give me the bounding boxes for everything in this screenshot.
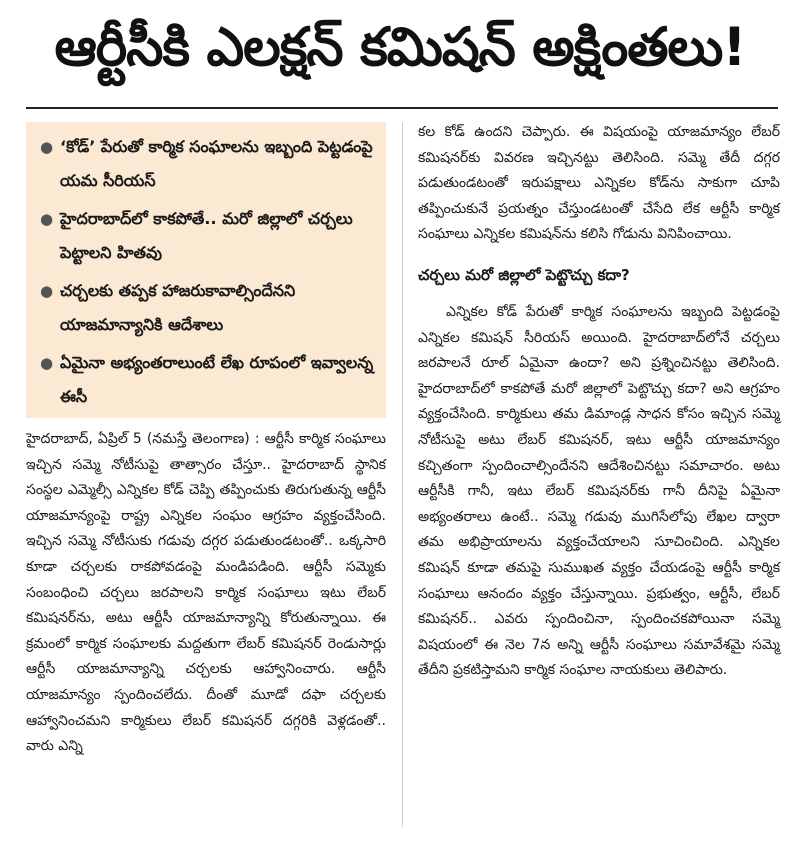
bullet-icon: ●: [40, 138, 54, 156]
highlight-text: ఏమైనా అభ్యంతరాలుంటే లేఖ రూపంలో ఇవ్వాలన్న ఈసీ: [60, 353, 374, 406]
highlight-item: [40, 202, 386, 270]
column-divider: [402, 122, 403, 827]
highlight-text: చర్చలకు తప్పక హాజరుకావాల్సిందేనని యాజమాన్యానికి ఆదేశాలు: [60, 281, 296, 334]
article-subheading: చర్చలు మరో జిల్లాలో పెట్టొచ్చు కదా?: [418, 265, 630, 284]
highlight-item: [40, 346, 386, 414]
highlight-item: [40, 130, 386, 198]
article-paragraph: ఎన్నికల కోడ్ పేరుతో కార్మిక సంఘాలను ఇబ్బంది పెట్టడంపై ఎన్నికల కమిషన్ సీరియస్ అయింది. హైదరాబాద్‌లోనే చర్చలు జరపాలనే రూల్ ఏమైనా ఉందా? అని ప్రశ్నించినట్టు తెలిసింది. హైదరాబాద్‌లో కాకపోతే మరో జిల్లాలో పెట్టొచ్చు కదా? అని ఆగ్రహం వ్యక్తంచేసింది. కార్మికులు తమ డిమాండ్ల సాధన కోసం ఇచ్చిన సమ్మె నోటీసుపై అటు లేబర్ కమిషనర్, ఇటు ఆర్టీసీ యాజమాన్యం కచ్చితంగా స్పందించాల్సిందేనని ఆదేశించినట్టు సమాచారం. అటు ఆర్టీసీకి గానీ, ఇటు లేబర్ కమిషనర్‌కు గానీ దీనిపై ఏమైనా అభ్యంతరాలు ఉంటే.. సమ్మె గడువు ముగిసేలోపు లేఖల ద్వారా తమ అభిప్రాయాలను వ్యక్తంచేయాలని సూచించింది. ఎన్నికల కమిషన్ కూడా తమపై సుముఖత వ్యక్తం చేయడంపై ఆర్టీసీ కార్మిక సంఘాలు ఆనందం వ్యక్తం చేస్తున్నాయి. ప్రభుత్వం, ఆర్టీసీ, లేబర్ కమిషనర్.. ఎవరు స్పందించినా, స్పందించకపోయినా సమ్మె విషయంలో ఈ నెల 7న అన్ని ఆర్టీసీ సంఘాలు సమావేశమై సమ్మె తేదీని ప్రకటిస్తామని కార్మిక సంఘాల నాయకులు తెలిపారు.: [418, 303, 780, 679]
highlight-text: ‘కోడ్’ పేరుతో కార్మిక సంఘాలను ఇబ్బంది పెట్టడంపై యమ సీరియస్: [60, 137, 373, 190]
bullet-icon: ●: [40, 282, 54, 300]
headline-rule: [26, 107, 778, 109]
article-paragraph: కల కోడ్ ఉందని చెప్పారు. ఈ విషయంపై యాజమాన్యం లేబర్ కమిషనర్‌కు వివరణ ఇచ్చినట్టు తెలిసింది. సమ్మె తేదీ దగ్గర పడుతుండటంతో ఇరుపక్షాలు ఎన్నికల కోడ్‌ను సాకుగా చూపి తప్పించుకునే ప్రయత్నం చేస్తుండటంతో చేసేది లేక ఆర్టీసీ కార్మిక సంఘాలు ఎన్నికల కమిషన్‌ను కలిసి గోడును వినిపించాయి.: [418, 124, 780, 243]
highlight-item: [40, 274, 386, 342]
article-column-right: [418, 120, 780, 684]
bullet-icon: ●: [40, 210, 54, 228]
bullet-icon: ●: [40, 354, 54, 372]
article-paragraph: హైదరాబాద్, ఏప్రిల్ 5 (నమస్తే తెలంగాణ) : ఆర్టీసీ కార్మిక సంఘాలు ఇచ్చిన సమ్మె నోటీసుపై తాత్సారం చేస్తూ.. హైదరాబాద్ స్థానిక సంస్థల ఎమ్మెల్సీ ఎన్నికల కోడ్ చెప్పి తప్పించుకు తిరుగుతున్న ఆర్టీసీ యాజమాన్యంపై రాష్ట్ర ఎన్నికల సంఘం ఆగ్రహం వ్యక్తంచేసింది. ఇచ్చిన సమ్మె నోటీసుకు గడువు దగ్గర పడుతుండటంతో.. ఒక్కసారి కూడా చర్చలకు రాకపోవడంపై మండిపడింది. ఆర్టీసీ సమ్మెకు సంబంధించి చర్చలు జరపాలని కార్మిక సంఘాలు ఇటు లేబర్ కమిషనర్‌ను, అటు ఆర్టీసీ యాజమాన్యాన్ని కోరుతున్నాయి. ఈ క్రమంలో కార్మిక సంఘాలకు మద్దతుగా లేబర్ కమిషనర్ రెండుసార్లు ఆర్టీసీ యాజమాన్యాన్ని చర్చలకు ఆహ్వానించారు. ఆర్టీసీ యాజమాన్యం స్పందించలేదు. దీంతో మూడో దఫా చర్చలకు ఆహ్వానించమని కార్మికులు లేబర్ కమిషనర్ దగ్గరికి వెళ్లడంతో.. వారు ఎన్ని: [26, 431, 386, 755]
highlights-box: [26, 122, 386, 418]
highlight-text: హైదరాబాద్‌లో కాకపోతే.. మరో జిల్లాలో చర్చలు పెట్టాలని హితవు: [60, 209, 353, 262]
article-column-left: [26, 427, 386, 760]
headline: ఆర్టీసీకి ఎలక్షన్ కమిషన్ అక్షింతలు!: [54, 17, 746, 78]
